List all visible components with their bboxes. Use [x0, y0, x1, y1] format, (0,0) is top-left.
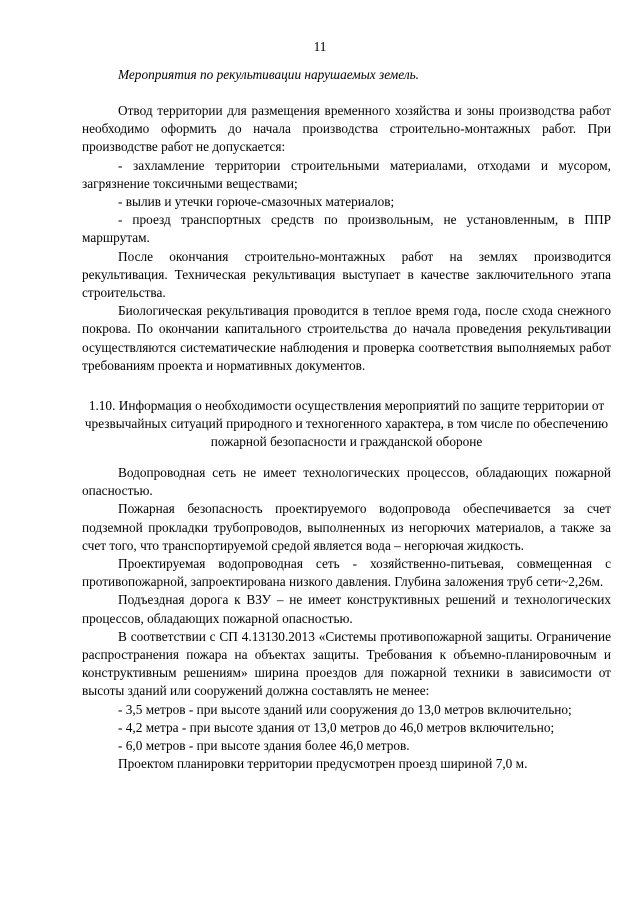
paragraph: Пожарная безопасность проектируемого водопровода обеспечивается за счет подземной прокладки трубопроводов, выполненных из негорючих материалов, а также за счет того, что транспортируемой средой является вода – негорючая жидкость.	[82, 501, 611, 553]
section-title: . Информация о необходимости осуществления мероприятий по защите территории от чрезвычайных ситуаций природного и техногенного характера, в том числе по обеспечению пожарной безопасности и гражданской обороне	[84, 398, 609, 450]
paragraph: Подъездная дорога к ВЗУ – не имеет конструктивных решений и технологических процессов, обладающих пожарной опасностью.	[82, 592, 611, 626]
section-heading	[82, 397, 611, 452]
section-rekultivatsiya	[82, 66, 611, 84]
paragraph: Водопроводная сеть не имеет технологических процессов, обладающих пожарной опасностью.	[82, 465, 611, 499]
paragraph: Проектируемая водопроводная сеть - хозяйственно-питьевая, совмещенная с противопожарной, запроектирована низкого давления. Глубина заложения труб сети~2,26м.	[82, 556, 611, 590]
page-number: 11	[313, 39, 327, 54]
section-fire-safety-body	[82, 464, 611, 773]
section-title-rekultivatsiya: Мероприятия по рекультивации нарушаемых земель.	[118, 67, 420, 82]
section-rekultivatsiya-body	[82, 102, 611, 375]
paragraph: Проектом планировки территории предусмотрен проезд шириной 7,0 м.	[118, 756, 528, 772]
list-item: - вылив и утечки горюче-смазочных материалов;	[118, 194, 395, 210]
list-item: - проезд транспортных средств по произвольным, не установленным, в ППР маршрутам.	[82, 212, 611, 246]
paragraph: В соответствии с СП 4.13130.2013 «Системы противопожарной защиты. Ограничение распространения пожара на объектах защиты. Требования к объемно-планировочным и конструктивным решениям» ширина проездов для пожарной техники в зависимости от высоты зданий или сооружений должна составлять не менее:	[82, 628, 611, 699]
list-item: - 3,5 метров - при высоте зданий или сооружения до 13,0 метров включительно;	[118, 701, 572, 717]
paragraph: Отвод территории для размещения временного хозяйства и зоны производства работ необходимо оформить до начала производства строительно-монтажных работ. При производстве работ не допускается:	[82, 103, 611, 155]
list-item: - захламление территории строительными материалами, отходами и мусором, загрязнение токсичными веществами;	[82, 157, 611, 191]
paragraph: Биологическая рекультивация проводится в теплое время года, после схода снежного покрова. По окончании капитального строительства до начала проведения рекультивации осуществляются систематические наблюдения и проверка соответствия выполняемых работ требованиям проекта и нормативных документов.	[82, 303, 611, 373]
section-number: 1.10	[88, 398, 113, 413]
list-item: - 6,0 метров - при высоте здания более 46,0 метров.	[118, 738, 410, 754]
paragraph: После окончания строительно-монтажных работ на землях производится рекультивация. Техническая рекультивация выступает в качестве заключительного этапа строительства.	[82, 248, 611, 301]
section-heading-1-10	[82, 397, 611, 452]
list-item: - 4,2 метра - при высоте здания от 13,0 метров до 46,0 метров включительно;	[118, 719, 555, 735]
